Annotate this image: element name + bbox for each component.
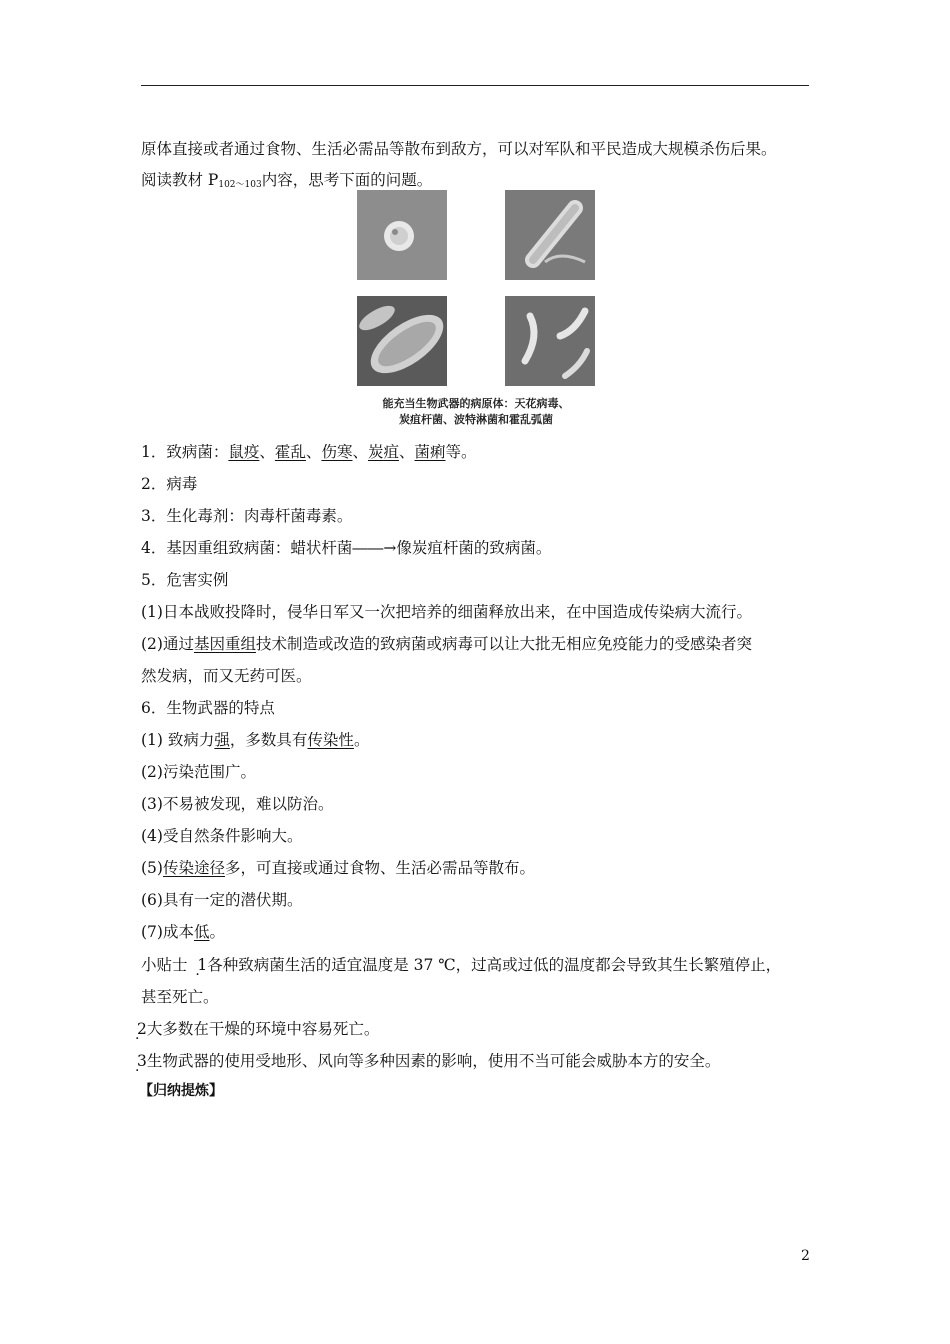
item-6-6: (6)具有一定的潜伏期。 xyxy=(141,891,303,909)
smallpox-virus-photo xyxy=(357,190,447,280)
item-6-4: (4)受自然条件影响大。 xyxy=(141,827,303,845)
header-rule xyxy=(141,85,809,86)
intro-line: 原体直接或者通过食物、生活必需品等散布到敌方，可以对军队和平民造成大规模杀伤后果。 xyxy=(141,140,777,158)
tip-2: 2 ·大多数在干燥的环境中容易死亡。 xyxy=(137,1019,379,1039)
item-6: 6．生物武器的特点 xyxy=(141,699,275,717)
tip-3: 3 ·生物武器的使用受地形、风向等多种因素的影响，使用不当可能会威胁本方的安全。 xyxy=(137,1051,720,1071)
item-5: 5．危害实例 xyxy=(141,571,229,589)
item-5-2: (2)通过基因重组技术制造或改造的致病菌或病毒可以让大批无相应免疫能力的受感染者突 xyxy=(141,635,752,653)
anthrax-bacillus-photo xyxy=(505,190,595,280)
item-3: 3．生化毒剂：肉毒杆菌毒素。 xyxy=(141,507,353,525)
tip-1-cont: 甚至死亡。 xyxy=(141,988,219,1006)
pathogen-figure xyxy=(352,188,600,428)
item-6-1: (1) 致病力强，多数具有传染性。 xyxy=(141,731,370,749)
item-6-5: (5)传染途径多，可直接或通过食物、生活必需品等散布。 xyxy=(141,859,535,877)
cholera-vibrio-photo xyxy=(505,296,595,386)
item-1: 1．致病菌：鼠疫、霍乱、伤寒、炭疽、菌痢等。 xyxy=(141,443,477,461)
reading-instruction: 阅读教材 $P_{102\sim 103}$内容，思考下面的问题。 xyxy=(141,171,433,190)
item-6-7: (7)成本低。 xyxy=(141,923,225,941)
page-number: 2 xyxy=(801,1248,810,1264)
tip-1: 小贴士 1 ·各种致病菌生活的适宜温度是 37 ℃，过高或过低的温度都会导致其生长繁殖停止， xyxy=(141,955,781,975)
item-6-2: (2)污染范围广。 xyxy=(141,763,256,781)
botulinum-photo xyxy=(357,296,447,386)
figure-caption: 能充当生物武器的病原体：天花病毒、 炭疽杆菌、波特淋菌和霍乱弧菌 xyxy=(382,397,570,426)
item-4: 4．基因重组致病菌：蜡状杆菌――→像炭疽杆菌的致病菌。 xyxy=(141,539,552,557)
item-5-1: (1)日本战败投降时，侵华日军又一次把培养的细菌释放出来，在中国造成传染病大流行。 xyxy=(141,603,752,621)
item-2: 2．病毒 xyxy=(141,475,198,493)
item-6-3: (3)不易被发现，难以防治。 xyxy=(141,795,334,813)
summary-heading: 【归纳提炼】 xyxy=(139,1083,223,1099)
item-5-2-cont: 然发病，而又无药可医。 xyxy=(141,667,312,685)
